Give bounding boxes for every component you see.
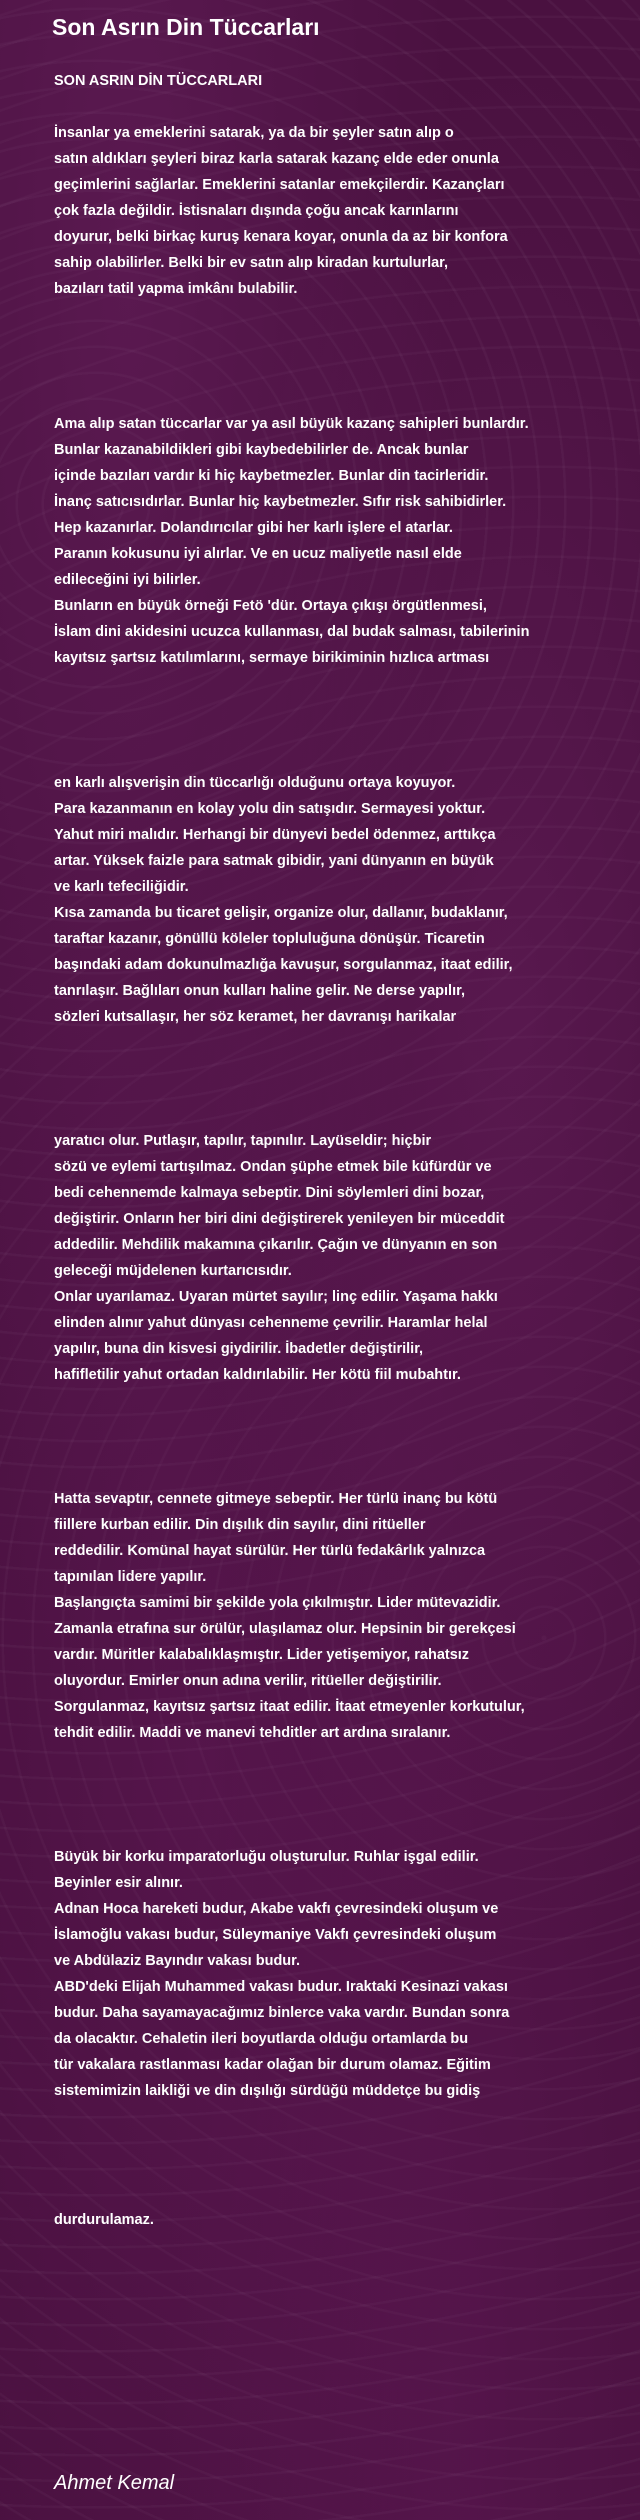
poem-line: içinde bazıları vardır ki hiç kaybetmezler. Bunlar din tacirleridir.	[54, 468, 489, 484]
poem-title: Son Asrın Din Tüccarları	[52, 14, 320, 40]
poem-line: Adnan Hoca hareketi budur, Akabe vakfı çevresindeki oluşum ve	[54, 1901, 499, 1917]
poem-line: İslam dini akidesini ucuzca kullanması, dal budak salması, tabilerinin	[54, 624, 530, 640]
poem-line: Kısa zamanda bu ticaret gelişir, organize olur, dallanır, budaklanır,	[54, 905, 508, 921]
stanza-7	[54, 2207, 614, 2233]
poem-line: Yahut miri malıdır. Herhangi bir dünyevi bedel ödenmez, arttıkça	[54, 827, 496, 843]
poem-line: en karlı alışverişin din tüccarlığı olduğunu ortaya koyuyor.	[54, 775, 456, 791]
poem-line: Paranın kokusunu iyi alırlar. Ve en ucuz maliyetle nasıl elde	[54, 546, 462, 562]
poem-line: reddedilir. Komünal hayat sürülür. Her türlü fedakârlık yalnızca	[54, 1543, 486, 1559]
poem-line: yapılır, buna din kisvesi giydirilir. İbadetler değiştirilir,	[54, 1341, 424, 1357]
poem-line: başındaki adam dokunulmazlığa kavuşur, sorgulanmaz, itaat edilir,	[54, 957, 513, 973]
poem-line: da olacaktır. Cehaletin ileri boyutlarda olduğu ortamlarda bu	[54, 2031, 469, 2047]
poem-line: edileceğini iyi bilirler.	[54, 572, 201, 588]
poem-line: sistemimizin laikliği ve din dışılığı sürdüğü müddetçe bu gidiş	[54, 2083, 481, 2099]
poem-line: Ama alıp satan tüccarlar var ya asıl büyük kazanç sahipleri bunlardır.	[54, 416, 529, 432]
poem-line: tapınılan lidere yapılır.	[54, 1569, 207, 1585]
poem-line: çok fazla değildir. İstisnaları dışında çoğu ancak karınlarını	[54, 203, 459, 219]
poem-line: vardır. Müritler kalabalıklaşmıştır. Lider yetişemiyor, rahatsız	[54, 1647, 470, 1663]
poem-line: Zamanla etrafına sur örülür, ulaşılamaz olur. Hepsinin bir gerekçesi	[54, 1621, 516, 1637]
poem-line: Büyük bir korku imparatorluğu oluşturulur. Ruhlar işgal edilir.	[54, 1849, 479, 1865]
poem-line: tanrılaşır. Bağlıları onun kulları haline gelir. Ne derse yapılır,	[54, 983, 465, 999]
poem-line: değiştirir. Onların her biri dini değiştirerek yenileyen bir müceddit	[54, 1211, 505, 1227]
poem-line: bedi cehennemde kalmaya sebeptir. Dini söylemleri dini bozar,	[54, 1185, 485, 1201]
poem-line: sahip olabilirler. Belki bir ev satın alıp kiradan kurtulurlar,	[54, 255, 449, 271]
poem-line: Hep kazanırlar. Dolandırıcılar gibi her karlı işlere el atarlar.	[54, 520, 453, 536]
poem-line: Onlar uyarılamaz. Uyaran mürtet sayılır; linç edilir. Yaşama hakkı	[54, 1289, 498, 1305]
poem-line: hafifletilir yahut ortadan kaldırılabilir. Her kötü fiil mubahtır.	[54, 1367, 461, 1383]
poem-line: İnsanlar ya emeklerini satarak, ya da bir şeyler satın alıp o	[54, 125, 454, 141]
poem-line: Beyinler esir alınır.	[54, 1875, 183, 1891]
poem-line: SON ASRIN DİN TÜCCARLARI	[54, 73, 263, 89]
poem-line: İslamoğlu vakası budur, Süleymaniye Vakfı çevresindeki oluşum	[54, 1927, 497, 1943]
poem-author: Ahmet Kemal	[54, 2472, 175, 2494]
poem-line: kayıtsız şartsız katılımlarını, sermaye birikiminin hızlıca artması	[54, 650, 490, 666]
poem-line: sözleri kutsallaşır, her söz keramet, her davranışı harikalar	[54, 1009, 457, 1025]
poem-line: addedilir. Mehdilik makamına çıkarılır. Çağın ve dünyanın en son	[54, 1237, 498, 1253]
poem-line: doyurur, belki birkaç kuruş kenara koyar, onunla da az bir konfora	[54, 229, 508, 245]
poem-line: fiillere kurban edilir. Din dışılık din sayılır, dini ritüeller	[54, 1517, 426, 1533]
poem-line: ve karlı tefeciliğidir.	[54, 879, 189, 895]
stanza-1	[54, 68, 614, 302]
stanza-2	[54, 411, 614, 671]
poem-line: taraftar kazanır, gönüllü köleler topluluğuna dönüşür. Ticaretin	[54, 931, 485, 947]
poem-line: geçimlerini sağlarlar. Emeklerini satanlar emekçilerdir. Kazançları	[54, 177, 505, 193]
poem-line: Bunların en büyük örneği Fetö 'dür. Ortaya çıkışı örgütlenmesi,	[54, 598, 487, 614]
poem-line: satın aldıkları şeyleri biraz karla satarak kazanç elde eder onunla	[54, 151, 499, 167]
stanza-3	[54, 770, 614, 1030]
poem-line: oluyordur. Emirler onun adına verilir, ritüeller değiştirilir.	[54, 1673, 442, 1689]
poem-line: Başlangıçta samimi bir şekilde yola çıkılmıştır. Lider mütevazidir.	[54, 1595, 501, 1611]
stanza-6	[54, 1844, 614, 2104]
poem-line: Hatta sevaptır, cennete gitmeye sebeptir. Her türlü inanç bu kötü	[54, 1491, 498, 1507]
poem-line: tehdit edilir. Maddi ve manevi tehditler art ardına sıralanır.	[54, 1725, 451, 1741]
poem-line: İnanç satıcısıdırlar. Bunlar hiç kaybetmezler. Sıfır risk sahibidirler.	[54, 494, 507, 510]
stanza-5	[54, 1486, 614, 1746]
poem-line: Sorgulanmaz, kayıtsız şartsız itaat edilir. İtaat etmeyenler korkutulur,	[54, 1699, 525, 1715]
stanza-4	[54, 1128, 614, 1388]
poem-line: artar. Yüksek faizle para satmak gibidir, yani dünyanın en büyük	[54, 853, 494, 869]
poem-line: budur. Daha sayamayacağımız binlerce vaka vardır. Bundan sonra	[54, 2005, 510, 2021]
poem-line: bazıları tatil yapma imkânı bulabilir.	[54, 281, 298, 297]
poem-line: geleceği müjdelenen kurtarıcısıdır.	[54, 1263, 292, 1279]
poem-line: ABD'deki Elijah Muhammed vakası budur. Iraktaki Kesinazi vakası	[54, 1979, 508, 1995]
poem-line: Bunlar kazanabildikleri gibi kaybedebilirler de. Ancak bunlar	[54, 442, 469, 458]
poem-line: elinden alınır yahut dünyası cehenneme çevrilir. Haramlar helal	[54, 1315, 488, 1331]
poem-line: tür vakalara rastlanması kadar olağan bir durum olamaz. Eğitim	[54, 2057, 491, 2073]
poem-line: Para kazanmanın en kolay yolu din satışıdır. Sermayesi yoktur.	[54, 801, 486, 817]
poem-line: yaratıcı olur. Putlaşır, tapılır, tapınılır. Layüseldir; hiçbir	[54, 1133, 432, 1149]
poem-line: durdurulamaz.	[54, 2212, 154, 2228]
poem-line	[54, 94, 614, 120]
poem-line: sözü ve eylemi tartışılmaz. Ondan şüphe etmek bile küfürdür ve	[54, 1159, 492, 1175]
poem-line: ve Abdülaziz Bayındır vakası budur.	[54, 1953, 301, 1969]
